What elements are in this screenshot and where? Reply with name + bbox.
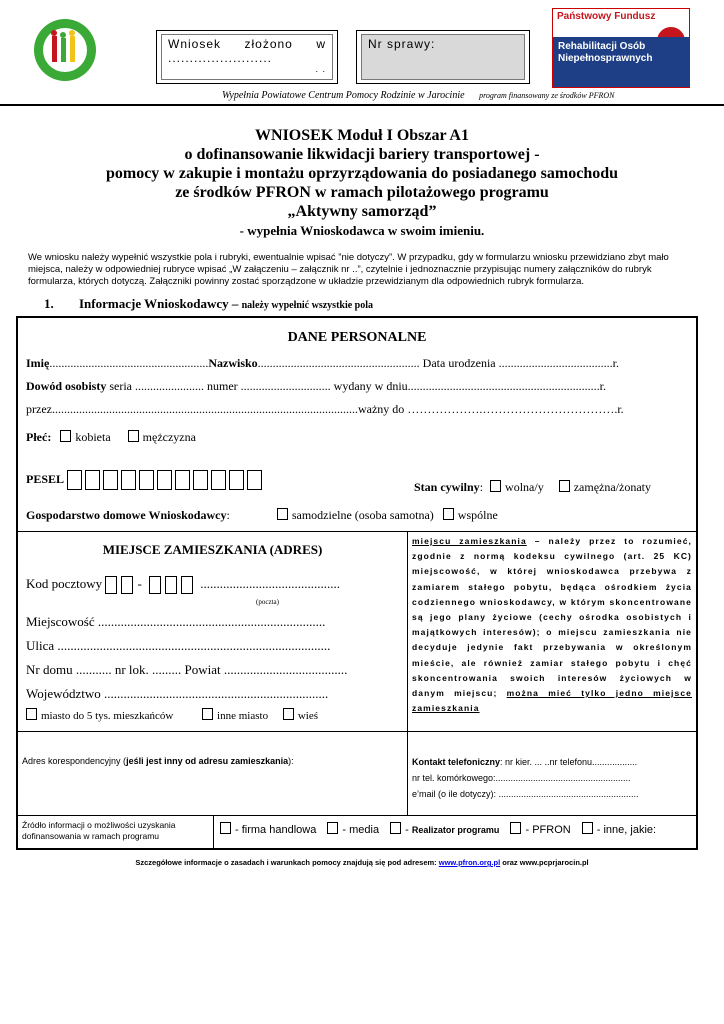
correspondence-address-section[interactable]	[18, 732, 408, 816]
village-label: wieś	[297, 710, 318, 722]
name-row	[26, 356, 619, 371]
postal-digit[interactable]	[105, 576, 117, 594]
corr-label-bold: jeśli jest inny od adresu zamieszkania	[126, 756, 289, 766]
phone-row[interactable]	[412, 754, 692, 770]
pesel-digit[interactable]	[211, 470, 226, 490]
marital-label: Stan cywilny	[414, 480, 480, 494]
applicant-form	[16, 316, 698, 850]
single-checkbox[interactable]	[490, 480, 501, 492]
source-other-label: - inne, jakie:	[596, 824, 657, 836]
first-name-field[interactable]: .....................................................	[49, 356, 209, 370]
valid-field[interactable]: ……………….…………………………….r.	[407, 402, 624, 416]
issuer-label: przez	[26, 402, 52, 416]
filed-label: Wniosek złożono w	[168, 37, 326, 51]
house-number-field[interactable]: ...........	[75, 662, 112, 677]
other-town-checkbox[interactable]	[202, 708, 213, 720]
filed-box[interactable]	[156, 30, 338, 84]
header-divider	[0, 104, 724, 106]
number-field[interactable]: ..............................	[240, 379, 331, 393]
pesel-field[interactable]	[67, 472, 265, 486]
last-name-label: Nazwisko	[208, 356, 258, 370]
male-label: mężczyzna	[142, 430, 196, 444]
gender-row: Płeć: kobieta mężczyzna	[26, 430, 196, 444]
pesel-digit[interactable]	[175, 470, 190, 490]
case-label: Nr sprawy:	[368, 37, 436, 51]
voivodeship-row	[26, 686, 328, 702]
flat-number-label: nr lok.	[114, 662, 149, 677]
last-name-field[interactable]: ......................................................	[257, 356, 420, 370]
personal-data-section	[18, 318, 696, 532]
birth-date-label: Data urodzenia	[422, 356, 496, 370]
street-row	[26, 638, 330, 654]
pesel-digit[interactable]	[229, 470, 244, 490]
voivodeship-field[interactable]: .....................................................................	[104, 686, 329, 701]
source-realizer-label: Realizator programu	[411, 825, 500, 835]
id-label: Dowód osobisty	[26, 379, 107, 393]
pesel-digit[interactable]	[193, 470, 208, 490]
address-heading: MIEJSCE ZAMIESZKANIA (ADRES)	[102, 542, 323, 557]
small-town-checkbox[interactable]	[26, 708, 37, 720]
source-pfron-label: - PFRON	[525, 824, 571, 836]
section-1-number: 1.	[44, 296, 54, 311]
pesel-row	[26, 470, 265, 490]
note-body: – należy przez to rozumieć, zgodnie z normą kodeksu cywilnego (art. 25 KC) miejscowość, w której wnioskodawca przebywa z zamiarem stałego pobytu, będąca ośrodkiem życia codziennego wnioskodawcy, w którym skoncentrowane są jego plany życiowe (cechy ośrodka osobistych i majątkowych interesów); o miejscu zamieszkania nie decyduje jedynie fakt przebywania w określonym mieście, ale również zamiar stałego pobytu i chęć skoncentrowania swoich interesów życiowych w danym miejscu;	[412, 536, 693, 699]
pesel-digit[interactable]	[247, 470, 262, 490]
female-label: kobieta	[75, 430, 111, 444]
residence-definition-note	[408, 532, 696, 732]
gender-label: Płeć	[26, 430, 48, 444]
street-label: Ulica	[26, 638, 55, 653]
number-label: numer	[207, 379, 238, 393]
title-line1: WNIOSEK Moduł I Obszar A1	[255, 127, 469, 144]
pcpr-logo	[32, 14, 98, 92]
household-label: Gospodarstwo domowe Wnioskodawcy	[26, 508, 227, 522]
other-town-label: inne miasto	[217, 710, 269, 722]
section-1-title: Informacje Wnioskodawcy –	[79, 296, 239, 311]
corr-label-start: Adres korespondencyjny (	[22, 756, 127, 766]
pesel-digit[interactable]	[139, 470, 154, 490]
household-alone-label: samodzielne (osoba samotna)	[291, 508, 434, 522]
locality-type-row	[26, 708, 318, 722]
source-media-label: - media	[342, 824, 380, 836]
footer-note	[0, 858, 724, 867]
pesel-digit[interactable]	[103, 470, 118, 490]
pfron-line3: Niepełnosprawnych	[558, 53, 653, 64]
title-line3: pomocy w zakupie i montażu oprzyrządowania do posiadanego samochodu	[105, 165, 619, 182]
pfron-link[interactable]: www.pfron.org.pl	[438, 858, 501, 867]
sub-header-main: Wypełnia Powiatowe Centrum Pomocy Rodzinie w Jarocinie	[222, 90, 465, 101]
postal-digit[interactable]	[121, 576, 133, 594]
house-number-label: Nr domu	[26, 662, 73, 677]
id-row	[26, 379, 606, 394]
postal-digit[interactable]	[165, 576, 177, 594]
source-shop-checkbox[interactable]	[220, 822, 231, 834]
postal-dash: -	[137, 576, 142, 591]
source-realizer-checkbox[interactable]	[390, 822, 401, 834]
street-field[interactable]: ....................................................................................	[57, 638, 331, 653]
intro-paragraph: We wniosku należy wypełnić wszystkie pola i rubryki, ewentualnie wpisać ”nie dotyczy”. W przypadku, gdy w formularzu wniosku przewidziano zbyt mało miejsca, należy w odpowiedniej rubryce wpisać „W załączeniu – załącznik nr ..”, czytelnie i jednoznacznie przypisując numery załączników do rubryk formularza, których dotyczą. Załączniki powinny zostać sporządzone w układzie przewidzianym dla odpowiednich rubryk formularza.	[28, 252, 669, 287]
source-realizer-dash: -	[405, 824, 409, 836]
note-lead: miejscu zamieszkania	[412, 536, 527, 546]
married-label: zamężna/żonaty	[573, 480, 651, 494]
contact-label: Kontakt telefoniczny	[412, 757, 501, 767]
small-town-label: miasto do 5 tys. mieszkańców	[41, 710, 174, 722]
county-field[interactable]: ......................................	[223, 662, 348, 677]
info-source-options	[214, 816, 696, 848]
pfron-line2: Rehabilitacji Osób	[558, 41, 646, 52]
issuer-row	[26, 402, 624, 417]
section-1-heading	[44, 296, 373, 312]
source-media-checkbox[interactable]	[327, 822, 338, 834]
mobile-field[interactable]: nr tel. komórkowego:......................................................	[412, 773, 631, 783]
post-office-field[interactable]: ...........................................	[200, 576, 341, 591]
valid-label: ważny do	[357, 402, 405, 416]
title-line4: ze środków PFRON w ramach pilotażowego programu	[175, 184, 549, 201]
village-checkbox[interactable]	[283, 708, 294, 720]
pesel-digit[interactable]	[157, 470, 172, 490]
pfron-logo	[552, 8, 690, 88]
phone-field[interactable]: : nr kier. ... ..nr telefonu..................	[500, 757, 638, 767]
sub-header	[222, 90, 614, 101]
postal-row	[26, 576, 340, 594]
city-row	[26, 614, 325, 630]
city-field[interactable]: ......................................................................	[97, 614, 326, 629]
flat-number-field[interactable]: .........	[152, 662, 182, 677]
marital-row: Stan cywilny: wolna/y zamężna/żonaty	[414, 480, 651, 494]
title-line6: - wypełnia Wnioskodawca w swoim imieniu.	[239, 223, 485, 238]
household-alone-checkbox[interactable]	[277, 508, 288, 520]
household-shared-checkbox[interactable]	[443, 508, 454, 520]
household-row: Gospodarstwo domowe Wnioskodawcy: samodzielne (osoba samotna) wspólne	[26, 508, 498, 522]
footer-text: Szczegółowe informacje o zasadach i warunkach pomocy znajdują się pod adresem:	[135, 858, 439, 867]
email-field[interactable]: e’mail (o ile dotyczy): ........................................................	[412, 789, 639, 799]
source-pfron-checkbox[interactable]	[510, 822, 521, 834]
birth-date-field[interactable]: ......................................r.	[498, 356, 619, 370]
correspondence-label	[22, 756, 294, 766]
male-checkbox[interactable]	[128, 430, 139, 442]
contact-section	[408, 732, 696, 816]
document-title	[0, 126, 724, 240]
household-shared-label: wspólne	[457, 508, 498, 522]
info-source-label: Źródło informacji o możliwości uzyskania dofinansowania w ramach programu	[18, 816, 214, 848]
footer-tail: oraz www.pcprjarocin.pl	[500, 858, 589, 867]
county-label: Powiat	[184, 662, 221, 677]
series-label: seria	[109, 379, 133, 393]
series-field[interactable]: .......................	[135, 379, 205, 393]
issuer-field[interactable]: ......................................................................................................	[51, 402, 358, 416]
post-office-caption: (poczta)	[256, 598, 279, 606]
title-line2: o dofinansowanie likwidacji bariery transportowej -	[184, 146, 540, 163]
pesel-digit[interactable]	[67, 470, 82, 490]
single-label: wolna/y	[505, 480, 544, 494]
postal-digit[interactable]	[181, 576, 193, 594]
corr-label-end: ):	[288, 756, 294, 766]
pesel-digit[interactable]	[85, 470, 100, 490]
married-checkbox[interactable]	[559, 480, 570, 492]
filed-tail: . .	[315, 64, 326, 74]
filed-dots: ........................	[168, 51, 273, 65]
personal-heading: DANE PERSONALNE	[287, 330, 427, 345]
address-section	[18, 532, 408, 732]
house-row	[26, 662, 347, 678]
note-tail: można mieć tylko jedno miejsce zamieszkania	[412, 688, 692, 714]
sub-header-small: program finansowany ze środków PFRON	[479, 91, 615, 100]
pfron-line1: Państwowy Fundusz	[557, 11, 656, 22]
source-shop-label: - firma handlowa	[235, 824, 317, 836]
voivodeship-label: Województwo	[26, 686, 101, 701]
postal-digit[interactable]	[149, 576, 161, 594]
first-name-label: Imię	[26, 356, 50, 370]
postal-label: Kod pocztowy	[26, 576, 103, 591]
title-line5: „Aktywny samorząd”	[287, 203, 437, 220]
female-checkbox[interactable]	[60, 430, 71, 442]
pesel-label: PESEL	[26, 471, 65, 486]
city-label: Miejscowość	[26, 614, 95, 629]
case-number-box[interactable]	[356, 30, 530, 84]
section-1-note: należy wypełnić wszystkie pola	[241, 300, 374, 311]
source-other-checkbox[interactable]	[582, 822, 593, 834]
issued-label: wydany w dniu	[333, 379, 408, 393]
pesel-digit[interactable]	[121, 470, 136, 490]
issued-field[interactable]: ................................................................r.	[407, 379, 607, 393]
